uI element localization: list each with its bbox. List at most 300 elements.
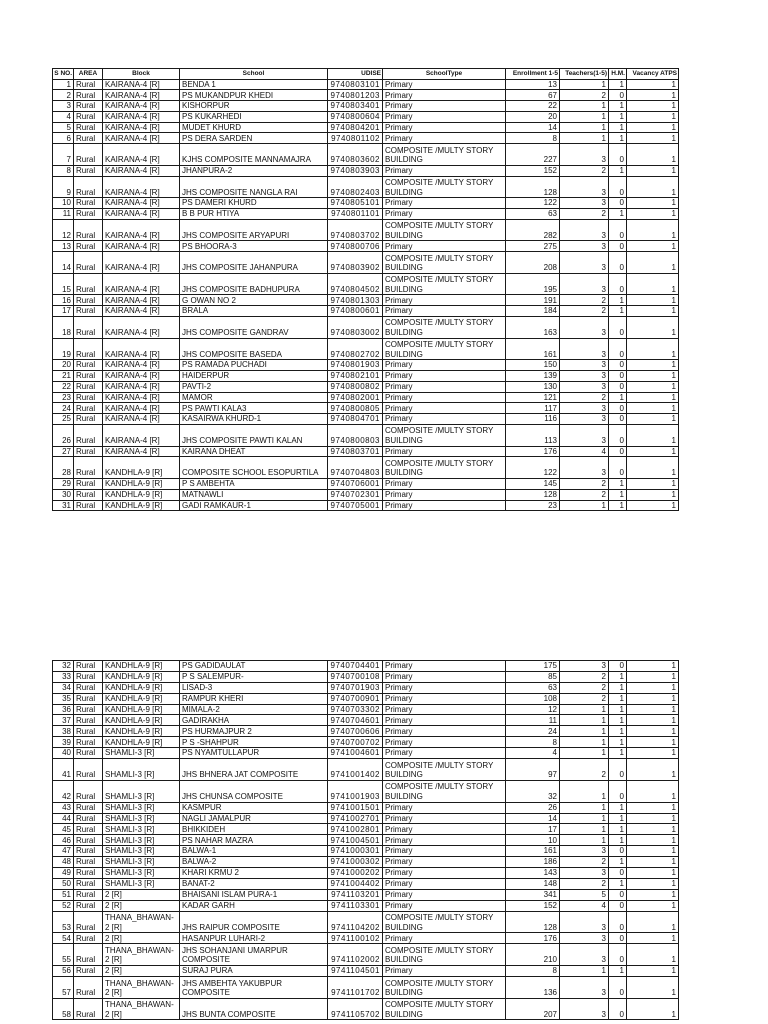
cell-area: Rural	[74, 933, 103, 944]
cell-area: Rural	[74, 781, 103, 803]
cell-school-type: Primary	[383, 705, 506, 716]
cell-vacancy: 1	[627, 198, 679, 209]
cell-teachers: 3	[560, 977, 609, 999]
cell-sno: 24	[53, 403, 74, 414]
cell-udise: 9740801203	[328, 90, 383, 101]
cell-school-type: Primary	[383, 933, 506, 944]
cell-teachers: 3	[560, 274, 609, 296]
cell-school: NAGLI JAMALPUR	[180, 814, 328, 825]
cell-hm: 0	[609, 781, 627, 803]
cell-enrollment: 143	[506, 868, 560, 879]
cell-udise: 9740704401	[328, 661, 383, 672]
cell-udise: 9740801903	[328, 360, 383, 371]
cell-enrollment: 14	[506, 814, 560, 825]
cell-school: JHS BHNERA JAT COMPOSITE	[180, 759, 328, 781]
cell-vacancy: 1	[627, 447, 679, 458]
cell-hm: 0	[609, 901, 627, 912]
table-row	[53, 414, 679, 425]
cell-block: THANA_BHAWAN- 2 [R]	[103, 999, 180, 1021]
cell-enrollment: 20	[506, 112, 560, 123]
cell-udise: 9740803101	[328, 80, 383, 91]
cell-udise: 9740702301	[328, 490, 383, 501]
cell-teachers: 2	[560, 672, 609, 683]
table-row	[53, 868, 679, 879]
cell-hm: 1	[609, 501, 627, 512]
cell-enrollment: 210	[506, 944, 560, 966]
table-row	[53, 901, 679, 912]
cell-block: KAIRANA-4 [R]	[103, 101, 180, 112]
cell-enrollment: 10	[506, 835, 560, 846]
cell-enrollment: 152	[506, 901, 560, 912]
cell-school-type: Primary	[383, 824, 506, 835]
cell-block: KAIRANA-4 [R]	[103, 360, 180, 371]
cell-enrollment: 8	[506, 966, 560, 977]
cell-udise: 9741002701	[328, 814, 383, 825]
cell-sno: 12	[53, 220, 74, 242]
cell-school-type: Primary	[383, 694, 506, 705]
cell-school: HASANPUR LUHARI-2	[180, 933, 328, 944]
cell-udise: 9741002801	[328, 824, 383, 835]
cell-enrollment: 145	[506, 479, 560, 490]
cell-teachers: 3	[560, 220, 609, 242]
cell-enrollment: 275	[506, 241, 560, 252]
cell-udise: 9740802403	[328, 177, 383, 199]
cell-hm: 0	[609, 846, 627, 857]
cell-teachers: 2	[560, 393, 609, 404]
cell-area: Rural	[74, 966, 103, 977]
cell-enrollment: 108	[506, 694, 560, 705]
cell-vacancy: 1	[627, 868, 679, 879]
header-school-type: SchoolType	[383, 69, 506, 80]
cell-sno: 51	[53, 890, 74, 901]
cell-block: KAIRANA-4 [R]	[103, 306, 180, 317]
school-table-part-2	[52, 660, 679, 1020]
cell-vacancy: 1	[627, 414, 679, 425]
cell-area: Rural	[74, 166, 103, 177]
cell-school-type: Primary	[383, 726, 506, 737]
cell-hm: 1	[609, 672, 627, 683]
table-row	[53, 726, 679, 737]
cell-school: PS GADIDAULAT	[180, 661, 328, 672]
cell-udise: 9740803903	[328, 166, 383, 177]
cell-block: SHAMLI-3 [R]	[103, 803, 180, 814]
cell-vacancy: 1	[627, 371, 679, 382]
cell-teachers: 3	[560, 933, 609, 944]
cell-hm: 0	[609, 317, 627, 339]
cell-block: 2 [R]	[103, 966, 180, 977]
cell-area: Rural	[74, 846, 103, 857]
cell-school: JHS SOHANJANI UMARPUR COMPOSITE	[180, 944, 328, 966]
cell-udise: 9740800803	[328, 425, 383, 447]
cell-vacancy: 1	[627, 803, 679, 814]
table-row	[53, 198, 679, 209]
cell-school: KHARI KRMU 2	[180, 868, 328, 879]
cell-hm: 1	[609, 490, 627, 501]
cell-enrollment: 67	[506, 90, 560, 101]
cell-vacancy: 1	[627, 101, 679, 112]
cell-school-type: Primary	[383, 241, 506, 252]
table-row	[53, 999, 679, 1021]
cell-enrollment: 139	[506, 371, 560, 382]
cell-area: Rural	[74, 879, 103, 890]
cell-vacancy: 1	[627, 912, 679, 934]
table-row	[53, 133, 679, 144]
cell-sno: 53	[53, 912, 74, 934]
header-school: School	[180, 69, 328, 80]
cell-sno: 33	[53, 672, 74, 683]
cell-udise: 9741100102	[328, 933, 383, 944]
cell-area: Rural	[74, 835, 103, 846]
cell-vacancy: 1	[627, 306, 679, 317]
cell-udise: 9740800706	[328, 241, 383, 252]
cell-teachers: 3	[560, 317, 609, 339]
cell-block: SHAMLI-3 [R]	[103, 879, 180, 890]
cell-area: Rural	[74, 814, 103, 825]
cell-hm: 0	[609, 999, 627, 1021]
cell-enrollment: 176	[506, 933, 560, 944]
cell-school-type: COMPOSITE /MULTY STORY BUILDING	[383, 339, 506, 361]
cell-teachers: 2	[560, 490, 609, 501]
cell-enrollment: 175	[506, 661, 560, 672]
cell-block: KAIRANA-4 [R]	[103, 252, 180, 274]
table-row	[53, 490, 679, 501]
cell-teachers: 4	[560, 447, 609, 458]
table-row	[53, 737, 679, 748]
cell-block: KANDHLA-9 [R]	[103, 479, 180, 490]
cell-enrollment: 282	[506, 220, 560, 242]
cell-hm: 0	[609, 360, 627, 371]
cell-teachers: 2	[560, 879, 609, 890]
table-row	[53, 90, 679, 101]
cell-teachers: 3	[560, 425, 609, 447]
cell-hm: 1	[609, 295, 627, 306]
cell-enrollment: 161	[506, 846, 560, 857]
cell-school: COMPOSITE SCHOOL ESOPURTILA	[180, 457, 328, 479]
table-row	[53, 966, 679, 977]
cell-school-type: Primary	[383, 490, 506, 501]
cell-udise: 9740804201	[328, 123, 383, 134]
cell-sno: 29	[53, 479, 74, 490]
cell-teachers: 1	[560, 133, 609, 144]
table-row	[53, 501, 679, 512]
cell-sno: 1	[53, 80, 74, 91]
cell-sno: 47	[53, 846, 74, 857]
cell-school: JHS COMPOSITE BADHUPURA	[180, 274, 328, 296]
cell-school-type: COMPOSITE /MULTY STORY BUILDING	[383, 759, 506, 781]
cell-school-type: COMPOSITE /MULTY STORY BUILDING	[383, 317, 506, 339]
cell-sno: 44	[53, 814, 74, 825]
cell-area: Rural	[74, 912, 103, 934]
cell-udise: 9741001903	[328, 781, 383, 803]
cell-sno: 54	[53, 933, 74, 944]
cell-school-type: Primary	[383, 890, 506, 901]
cell-enrollment: 195	[506, 274, 560, 296]
cell-vacancy: 1	[627, 177, 679, 199]
cell-block: KAIRANA-4 [R]	[103, 447, 180, 458]
cell-vacancy: 1	[627, 274, 679, 296]
cell-enrollment: 63	[506, 683, 560, 694]
cell-vacancy: 1	[627, 879, 679, 890]
cell-udise: 9740800805	[328, 403, 383, 414]
cell-hm: 0	[609, 371, 627, 382]
cell-block: KANDHLA-9 [R]	[103, 705, 180, 716]
cell-hm: 1	[609, 393, 627, 404]
cell-school-type: COMPOSITE /MULTY STORY BUILDING	[383, 274, 506, 296]
cell-block: KANDHLA-9 [R]	[103, 694, 180, 705]
cell-vacancy: 1	[627, 479, 679, 490]
table-row	[53, 835, 679, 846]
cell-vacancy: 1	[627, 144, 679, 166]
cell-sno: 8	[53, 166, 74, 177]
cell-school-type: COMPOSITE /MULTY STORY BUILDING	[383, 781, 506, 803]
cell-hm: 0	[609, 977, 627, 999]
cell-sno: 3	[53, 101, 74, 112]
cell-school-type: Primary	[383, 835, 506, 846]
cell-teachers: 1	[560, 112, 609, 123]
cell-hm: 0	[609, 220, 627, 242]
cell-enrollment: 85	[506, 672, 560, 683]
cell-enrollment: 130	[506, 382, 560, 393]
cell-sno: 17	[53, 306, 74, 317]
cell-udise: 9740801102	[328, 133, 383, 144]
cell-hm: 1	[609, 715, 627, 726]
table-row	[53, 339, 679, 361]
cell-school: PS RAMADA PUCHADI	[180, 360, 328, 371]
cell-sno: 30	[53, 490, 74, 501]
cell-teachers: 1	[560, 123, 609, 134]
cell-teachers: 3	[560, 868, 609, 879]
cell-school-type: Primary	[383, 80, 506, 91]
table-row	[53, 672, 679, 683]
cell-enrollment: 4	[506, 748, 560, 759]
cell-hm: 0	[609, 425, 627, 447]
cell-area: Rural	[74, 403, 103, 414]
cell-udise: 9740700702	[328, 737, 383, 748]
cell-hm: 0	[609, 944, 627, 966]
cell-block: SHAMLI-3 [R]	[103, 868, 180, 879]
cell-block: KANDHLA-9 [R]	[103, 672, 180, 683]
cell-udise: 9740701903	[328, 683, 383, 694]
cell-area: Rural	[74, 220, 103, 242]
cell-sno: 6	[53, 133, 74, 144]
cell-vacancy: 1	[627, 748, 679, 759]
cell-area: Rural	[74, 198, 103, 209]
cell-enrollment: 128	[506, 912, 560, 934]
table-row	[53, 166, 679, 177]
cell-block: KAIRANA-4 [R]	[103, 274, 180, 296]
cell-school: BRALA	[180, 306, 328, 317]
cell-teachers: 2	[560, 90, 609, 101]
cell-vacancy: 1	[627, 457, 679, 479]
cell-hm: 0	[609, 90, 627, 101]
cell-area: Rural	[74, 306, 103, 317]
cell-hm: 1	[609, 166, 627, 177]
cell-school: JHS COMPOSITE BASEDA	[180, 339, 328, 361]
cell-udise: 9740802101	[328, 371, 383, 382]
cell-block: KAIRANA-4 [R]	[103, 209, 180, 220]
cell-school: P S SALEMPUR-	[180, 672, 328, 683]
cell-area: Rural	[74, 209, 103, 220]
cell-school: BALWA-2	[180, 857, 328, 868]
cell-area: Rural	[74, 803, 103, 814]
cell-block: KAIRANA-4 [R]	[103, 382, 180, 393]
cell-hm: 1	[609, 683, 627, 694]
cell-hm: 0	[609, 144, 627, 166]
table-row	[53, 879, 679, 890]
cell-school-type: Primary	[383, 479, 506, 490]
cell-sno: 27	[53, 447, 74, 458]
cell-area: Rural	[74, 371, 103, 382]
cell-vacancy: 1	[627, 501, 679, 512]
cell-vacancy: 1	[627, 814, 679, 825]
table-row	[53, 403, 679, 414]
cell-udise: 9740703302	[328, 705, 383, 716]
cell-school-type: Primary	[383, 901, 506, 912]
cell-udise: 9741004501	[328, 835, 383, 846]
cell-school: JHS COMPOSITE JAHANPURA	[180, 252, 328, 274]
cell-teachers: 2	[560, 166, 609, 177]
table-row	[53, 382, 679, 393]
cell-teachers: 1	[560, 705, 609, 716]
cell-enrollment: 23	[506, 501, 560, 512]
table-row	[53, 101, 679, 112]
cell-hm: 0	[609, 933, 627, 944]
cell-area: Rural	[74, 857, 103, 868]
cell-block: KAIRANA-4 [R]	[103, 144, 180, 166]
cell-school: BHAISANI ISLAM PURA-1	[180, 890, 328, 901]
cell-school-type: Primary	[383, 123, 506, 134]
cell-udise: 9740803902	[328, 252, 383, 274]
cell-school-type: Primary	[383, 803, 506, 814]
cell-teachers: 2	[560, 306, 609, 317]
cell-enrollment: 186	[506, 857, 560, 868]
cell-teachers: 3	[560, 339, 609, 361]
cell-school: BENDA 1	[180, 80, 328, 91]
cell-vacancy: 1	[627, 252, 679, 274]
cell-enrollment: 122	[506, 198, 560, 209]
cell-sno: 43	[53, 803, 74, 814]
cell-sno: 35	[53, 694, 74, 705]
table-row	[53, 944, 679, 966]
cell-hm: 1	[609, 101, 627, 112]
cell-sno: 10	[53, 198, 74, 209]
cell-school: P S -SHAHPUR	[180, 737, 328, 748]
cell-hm: 1	[609, 80, 627, 91]
cell-school-type: COMPOSITE /MULTY STORY BUILDING	[383, 944, 506, 966]
cell-teachers: 2	[560, 479, 609, 490]
cell-area: Rural	[74, 80, 103, 91]
cell-block: THANA_BHAWAN- 2 [R]	[103, 912, 180, 934]
table-row	[53, 824, 679, 835]
cell-hm: 1	[609, 824, 627, 835]
cell-area: Rural	[74, 382, 103, 393]
cell-school: PS PAWTI KALA3	[180, 403, 328, 414]
cell-udise: 9741000301	[328, 846, 383, 857]
cell-vacancy: 1	[627, 694, 679, 705]
cell-enrollment: 63	[506, 209, 560, 220]
cell-vacancy: 1	[627, 490, 679, 501]
cell-teachers: 1	[560, 80, 609, 91]
cell-sno: 49	[53, 868, 74, 879]
cell-vacancy: 1	[627, 123, 679, 134]
cell-sno: 36	[53, 705, 74, 716]
cell-school-type: COMPOSITE /MULTY STORY BUILDING	[383, 144, 506, 166]
cell-teachers: 3	[560, 371, 609, 382]
cell-udise: 9741102002	[328, 944, 383, 966]
cell-hm: 0	[609, 198, 627, 209]
cell-sno: 9	[53, 177, 74, 199]
cell-vacancy: 1	[627, 220, 679, 242]
cell-udise: 9741104202	[328, 912, 383, 934]
table-row	[53, 123, 679, 134]
cell-sno: 32	[53, 661, 74, 672]
cell-school-type: Primary	[383, 360, 506, 371]
cell-vacancy: 1	[627, 382, 679, 393]
cell-area: Rural	[74, 901, 103, 912]
cell-sno: 11	[53, 209, 74, 220]
cell-enrollment: 113	[506, 425, 560, 447]
cell-area: Rural	[74, 101, 103, 112]
cell-sno: 55	[53, 944, 74, 966]
cell-sno: 48	[53, 857, 74, 868]
cell-hm: 1	[609, 748, 627, 759]
cell-udise: 9741103301	[328, 901, 383, 912]
cell-school-type: COMPOSITE /MULTY STORY BUILDING	[383, 177, 506, 199]
cell-area: Rural	[74, 737, 103, 748]
cell-teachers: 2	[560, 694, 609, 705]
cell-sno: 42	[53, 781, 74, 803]
cell-udise: 9740704803	[328, 457, 383, 479]
cell-hm: 1	[609, 803, 627, 814]
cell-school-type: Primary	[383, 879, 506, 890]
cell-enrollment: 176	[506, 447, 560, 458]
cell-sno: 4	[53, 112, 74, 123]
cell-area: Rural	[74, 177, 103, 199]
table-row	[53, 80, 679, 91]
cell-school: BHIKKIDEH	[180, 824, 328, 835]
cell-sno: 22	[53, 382, 74, 393]
cell-sno: 25	[53, 414, 74, 425]
cell-school: KAIRANA DHEAT	[180, 447, 328, 458]
cell-school-type: COMPOSITE /MULTY STORY BUILDING	[383, 977, 506, 999]
cell-vacancy: 1	[627, 726, 679, 737]
cell-school-type: Primary	[383, 209, 506, 220]
cell-enrollment: 11	[506, 715, 560, 726]
table-row	[53, 425, 679, 447]
cell-block: KAIRANA-4 [R]	[103, 90, 180, 101]
cell-sno: 52	[53, 901, 74, 912]
cell-teachers: 1	[560, 748, 609, 759]
cell-hm: 1	[609, 835, 627, 846]
cell-teachers: 3	[560, 846, 609, 857]
cell-school-type: COMPOSITE /MULTY STORY BUILDING	[383, 220, 506, 242]
cell-school-type: Primary	[383, 672, 506, 683]
table-row	[53, 252, 679, 274]
cell-sno: 37	[53, 715, 74, 726]
cell-vacancy: 1	[627, 977, 679, 999]
cell-sno: 5	[53, 123, 74, 134]
cell-school-type: Primary	[383, 748, 506, 759]
table-row	[53, 781, 679, 803]
cell-sno: 21	[53, 371, 74, 382]
table-row	[53, 371, 679, 382]
cell-hm: 0	[609, 457, 627, 479]
cell-area: Rural	[74, 890, 103, 901]
cell-block: KAIRANA-4 [R]	[103, 317, 180, 339]
cell-sno: 34	[53, 683, 74, 694]
cell-area: Rural	[74, 339, 103, 361]
cell-enrollment: 24	[506, 726, 560, 737]
